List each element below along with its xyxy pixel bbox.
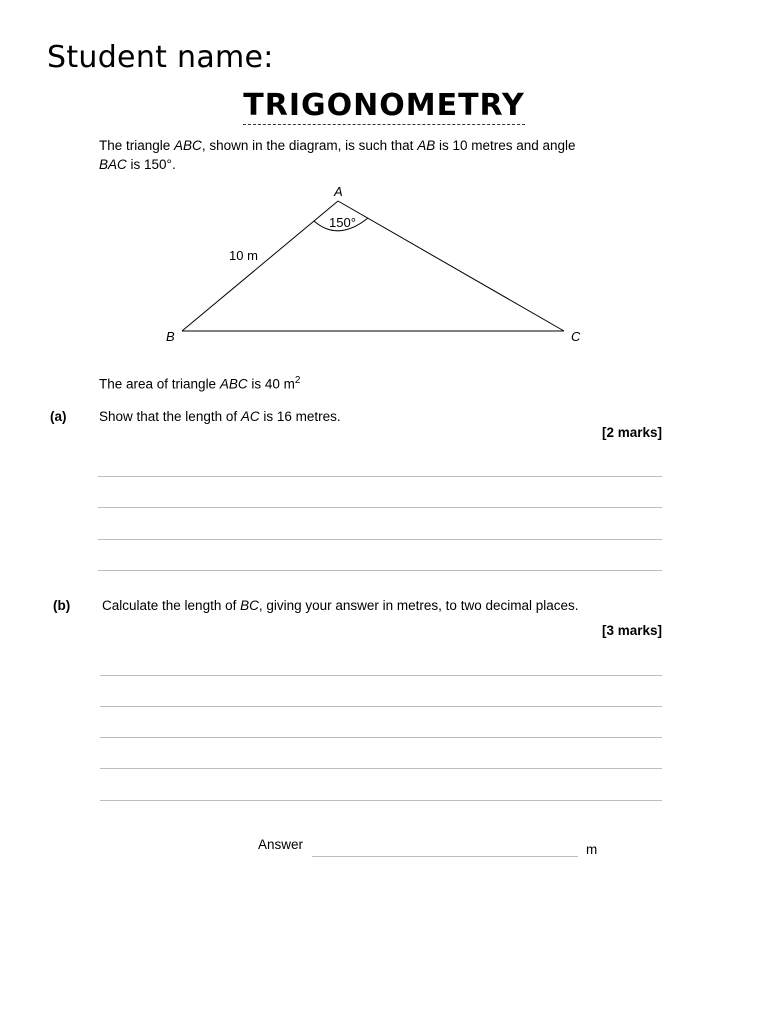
- area-superscript: 2: [294, 375, 301, 386]
- side-ac: [338, 201, 564, 331]
- question-b-text-1: Calculate the length of: [102, 598, 241, 613]
- answer-line-b5[interactable]: [100, 800, 662, 801]
- triangle-diagram: [160, 180, 600, 355]
- answer-label: Answer: [258, 837, 304, 852]
- intro-text-1: The triangle: [99, 138, 175, 153]
- page-title: [0, 88, 768, 123]
- area-middle: is 40 m: [247, 376, 295, 392]
- title-text: TRIGONOMETRY: [243, 88, 525, 123]
- vertex-b-label: B: [166, 329, 175, 344]
- area-prefix: The area of triangle: [99, 376, 220, 392]
- answer-field[interactable]: [312, 856, 578, 857]
- answer-unit: m: [586, 842, 598, 857]
- student-name-label: Student name:: [47, 40, 274, 75]
- question-a-text: [99, 409, 341, 424]
- question-a-marks: [2 marks]: [601, 425, 662, 440]
- vertex-a-label: A: [334, 184, 343, 199]
- question-b-bc: BC: [240, 598, 259, 613]
- vertex-c-label: C: [571, 329, 581, 344]
- area-statement: [99, 375, 300, 392]
- question-a-text-1: Show that the length of: [99, 409, 241, 424]
- answer-line-b4[interactable]: [100, 768, 662, 769]
- area-abc: ABC: [219, 376, 248, 392]
- side-ab: [182, 201, 338, 331]
- answer-line-b1[interactable]: [100, 675, 662, 676]
- intro-text-2: , shown in the diagram, is such that: [201, 138, 418, 153]
- question-b-text-2: , giving your answer in metres, to two decimal places.: [258, 598, 579, 613]
- intro-text-3: is 10 metres and angle: [435, 138, 576, 153]
- angle-label: 150°: [329, 215, 356, 230]
- answer-line-a2[interactable]: [98, 507, 662, 508]
- side-ab-label: 10 m: [229, 248, 258, 263]
- question-a-ac: AC: [240, 409, 260, 424]
- question-b-marks: [3 marks]: [601, 623, 662, 638]
- answer-line-b2[interactable]: [100, 706, 662, 707]
- intro-abc: ABC: [174, 138, 202, 153]
- question-a-text-2: is 16 metres.: [259, 409, 341, 424]
- intro-text-4: is 150°.: [126, 157, 176, 172]
- question-b-letter: (b): [53, 598, 71, 613]
- answer-line-b3[interactable]: [100, 737, 662, 738]
- question-a-letter: (a): [50, 409, 67, 424]
- answer-line-a1[interactable]: [98, 476, 662, 477]
- question-b-text: [102, 598, 579, 613]
- intro-paragraph: [99, 136, 639, 174]
- answer-line-a4[interactable]: [98, 570, 662, 571]
- intro-ab: AB: [417, 138, 436, 153]
- intro-bac: BAC: [99, 157, 127, 172]
- answer-line-a3[interactable]: [98, 539, 662, 540]
